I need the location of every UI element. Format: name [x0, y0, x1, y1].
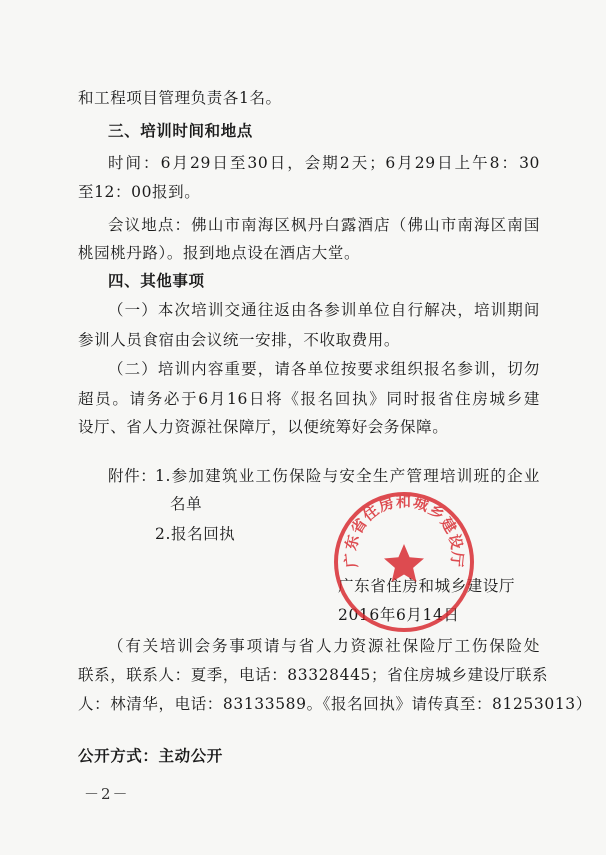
issuer-name: 广东省住房和城乡建设厅 — [338, 577, 516, 595]
other-item-2-cont: 设厅、省人力资源社保障厅，以便统筹好会务保障。 — [78, 418, 449, 436]
other-item-2-cont: 超员。请务必于6月16日将《报名回执》同时报省住房城乡建 — [78, 390, 540, 408]
attachment-item-1: 1.参加建筑业工伤保险与安全生产管理培训班的企业 — [155, 467, 540, 485]
section-heading-4: 四、其他事项 — [108, 272, 205, 290]
other-item-1-cont: 参训人员食宿由会议统一安排，不收取费用。 — [78, 331, 401, 349]
page-number: －2－ — [84, 785, 130, 803]
time-line-cont: 至12：00报到。 — [78, 183, 201, 201]
time-line: 时间：6月29日至30日，会期2天；6月29日上午8：30 — [108, 154, 540, 172]
other-item-2: （二）培训内容重要，请各单位按要求组织报名参训，切勿 — [108, 360, 540, 378]
venue-line-cont: 桃园桃丹路）。报到地点设在酒店大堂。 — [78, 244, 361, 262]
paragraph-line: 和工程项目管理负责各1名。 — [78, 89, 282, 107]
issue-date: 2016年6月14日 — [338, 606, 460, 624]
attachment-label: 附件： — [108, 467, 157, 485]
section-heading-3: 三、培训时间和地点 — [108, 122, 253, 140]
publication-method: 公开方式：主动公开 — [78, 747, 223, 765]
attachment-item-1-cont: 名单 — [170, 495, 203, 513]
contact-line: （有关培训会务事项请与省人力资源社保险厅工伤保险处 — [108, 637, 540, 655]
contact-line-cont: 人：林清华，电话：83133589。《报名回执》请传真至：81253013） — [78, 695, 592, 713]
venue-line: 会议地点：佛山市南海区枫丹白露酒店（佛山市南海区南国 — [108, 216, 540, 234]
official-seal — [330, 488, 478, 636]
seal-text: 广东省住房和城乡建设厅 — [341, 492, 467, 569]
attachment-item-2: 2.报名回执 — [155, 525, 236, 543]
other-item-1: （一）本次培训交通往返由各参训单位自行解决，培训期间 — [108, 301, 540, 319]
star-icon — [384, 544, 424, 582]
contact-line-cont: 联系，联系人：夏季，电话：83328445；省住房城乡建设厅联系 — [78, 666, 549, 684]
